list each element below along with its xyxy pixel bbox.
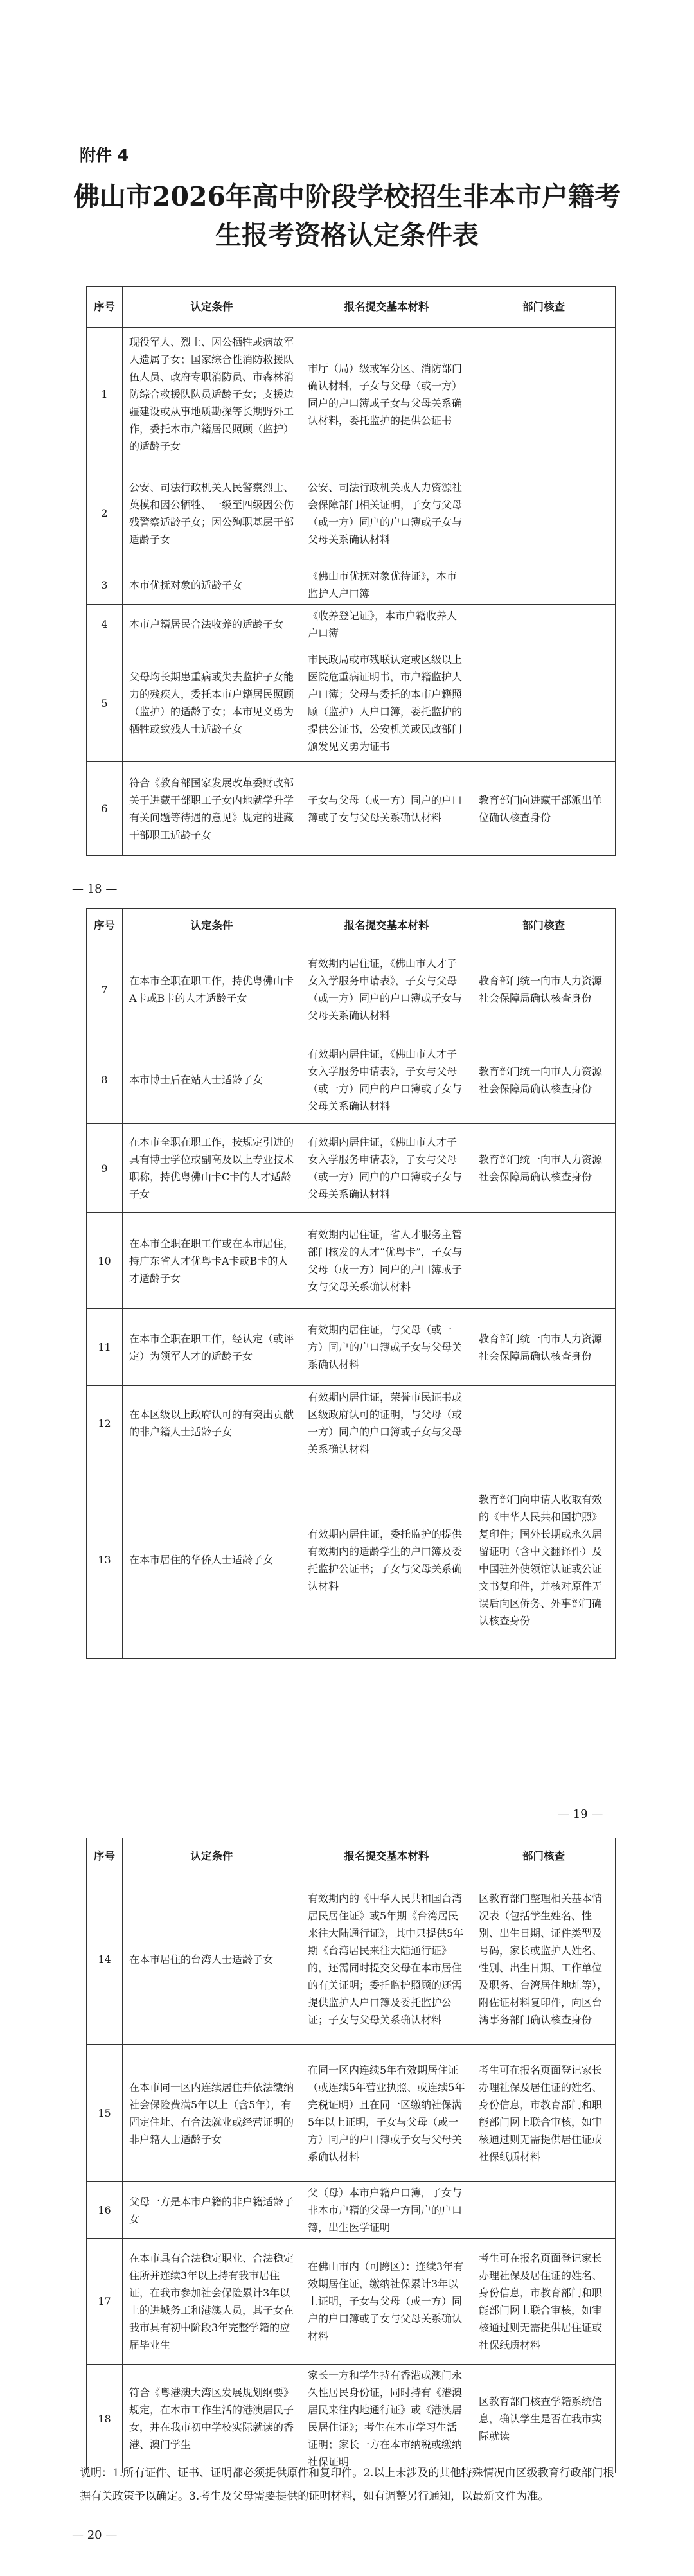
table-row (87, 2045, 616, 2182)
verify-cell (472, 644, 616, 762)
materials-cell: 在同一区内连续5年有效期居住证（或连续5年营业执照、或连续5年完税证明）且在同一区缴纳社保满5年以上证明，子女与父母（或一方）同户的户口簿或子女与父母关系确认材料 (301, 2045, 472, 2182)
table-row (87, 1213, 616, 1309)
table-row (87, 1386, 616, 1461)
notes-paragraph: 说明：1.所有证件、证书、证明都必须提供原件和复印件。2.以上未涉及的其他特殊情况由区级教育行政部门根据有关政策予以确定。3.考生及父母需要提供的证明材料，如有调整另行通知，以最新文件为准。 (80, 2467, 614, 2503)
row-number-cell: 3 (87, 565, 123, 605)
header-condition: 认定条件 (123, 909, 301, 943)
row-number-cell: 10 (87, 1213, 123, 1309)
table-row (87, 1124, 616, 1213)
verify-cell: 教育部门统一向市人力资源社会保障局确认核查身份 (472, 1124, 616, 1213)
page-number-20: — 20 — (72, 2528, 118, 2542)
row-number-cell: 1 (87, 328, 123, 461)
condition-cell: 在本市居住的台湾人士适龄子女 (123, 1874, 301, 2045)
condition-cell: 符合《粤港澳大湾区发展规划纲要》规定，在本市工作生活的港澳居民子女，并在我市初中学校实际就读的香港、澳门学生 (123, 2365, 301, 2473)
verify-cell: 教育部门统一向市人力资源社会保障局确认核查身份 (472, 1036, 616, 1124)
condition-cell: 在本市具有合法稳定职业、合法稳定住所并连续3年以上持有我市居住证，在我市参加社会保险累计3年以上的进城务工和港澳人员，其子女在我市具有初中阶段3年完整学籍的应届毕业生 (123, 2239, 301, 2365)
row-number-cell: 13 (87, 1461, 123, 1659)
table-row (87, 1874, 616, 2045)
materials-cell: 有效期内居住证，省人才服务主管部门核发的人才“优粤卡”，子女与父母（或一方）同户的户口簿或子女与父母关系确认材料 (301, 1213, 472, 1309)
verify-cell (472, 1213, 616, 1309)
verify-cell: 教育部门统一向市人力资源社会保障局确认核查身份 (472, 943, 616, 1036)
title-line-1: 佛山市2026年高中阶段学校招生非本市户籍考 (73, 181, 621, 212)
row-number-cell: 2 (87, 461, 123, 565)
materials-cell: 有效期内居住证，委托监护的提供有效期内的适龄学生的户口簿及委托监护公证书；子女与父母关系确认材料 (301, 1461, 472, 1659)
condition-cell: 本市户籍居民合法收养的适龄子女 (123, 605, 301, 644)
materials-cell: 有效期内居住证，荣誉市民证书或区级政府认可的证明，与父母（或一方）同户的户口簿或子女与父母关系确认材料 (301, 1386, 472, 1461)
materials-cell: 家长一方和学生持有香港或澳门永久性居民身份证，同时持有《港澳居民来往内地通行证》或《港澳居民居住证》；考生在本市学习生活证明；家长一方在本市纳税或缴纳社保证明 (301, 2365, 472, 2473)
condition-cell: 在本市同一区内连续居住并依法缴纳社会保险费满5年以上（含5年），有固定住址、有合法就业或经营证明的非户籍人士适龄子女 (123, 2045, 301, 2182)
verify-cell (472, 328, 616, 461)
table-row (87, 328, 616, 461)
condition-cell: 在本区级以上政府认可的有突出贡献的非户籍人士适龄子女 (123, 1386, 301, 1461)
row-number-cell: 12 (87, 1386, 123, 1461)
verify-cell: 区教育部门核查学籍系统信息，确认学生是否在我市实际就读 (472, 2365, 616, 2473)
header-materials: 报名提交基本材料 (301, 287, 472, 328)
materials-cell: 在佛山市内（可跨区）：连续3年有效期居住证，缴纳社保累计3年以上证明，子女与父母（或一方）同户的户口簿或子女与父母关系确认材料 (301, 2239, 472, 2365)
table-row (87, 461, 616, 565)
table-row (87, 2182, 616, 2239)
condition-cell: 在本市全职在职工作，经认定（或评定）为领军人才的适龄子女 (123, 1309, 301, 1386)
header-no: 序号 (87, 909, 123, 943)
table-row (87, 605, 616, 644)
header-verify: 部门核查 (472, 287, 616, 328)
table-row (87, 2239, 616, 2365)
materials-cell: 《收养登记证》，本市户籍收养人户口簿 (301, 605, 472, 644)
verify-cell (472, 461, 616, 565)
criteria-table-page-18 (86, 286, 616, 856)
header-no: 序号 (87, 1838, 123, 1874)
document-title (64, 177, 630, 254)
row-number-cell: 6 (87, 762, 123, 856)
materials-cell: 有效期内居住证，与父母（或一方）同户的户口簿或子女与父母关系确认材料 (301, 1309, 472, 1386)
condition-cell: 在本市居住的华侨人士适龄子女 (123, 1461, 301, 1659)
header-condition: 认定条件 (123, 287, 301, 328)
materials-cell: 子女与父母（或一方）同户的户口簿或子女与父母关系确认材料 (301, 762, 472, 856)
condition-cell: 在本市全职在职工作，持优粤佛山卡A卡或B卡的人才适龄子女 (123, 943, 301, 1036)
row-number-cell: 14 (87, 1874, 123, 2045)
materials-cell: 《佛山市优抚对象优待证》，本市监护人户口簿 (301, 565, 472, 605)
table-row (87, 644, 616, 762)
materials-cell: 有效期内居住证，《佛山市人才子女入学服务申请表》，子女与父母（或一方）同户的户口簿或子女与父母关系确认材料 (301, 1036, 472, 1124)
table-header-row (87, 1838, 616, 1874)
row-number-cell: 9 (87, 1124, 123, 1213)
condition-cell: 现役军人、烈士、因公牺牲或病故军人遗属子女；国家综合性消防救援队伍人员、政府专职消防员、市森林消防综合救援队队员适龄子女；支援边疆建设或从事地质勘探等长期野外工作，委托本市户籍居民照顾（监护）的适龄子女 (123, 328, 301, 461)
row-number-cell: 5 (87, 644, 123, 762)
verify-cell: 教育部门向申请人收取有效的《中华人民共和国护照》复印件；国外长期或永久居留证明（含中文翻译件）及中国驻外使领馆认证或公证文书复印件，并核对原件无误后向区侨务、外事部门确认核查身份 (472, 1461, 616, 1659)
attachment-label: 附件 4 (80, 146, 129, 164)
condition-cell: 父母均长期患重病或失去监护子女能力的残疾人，委托本市户籍居民照顾（监护）的适龄子女；本市见义勇为牺牲或致残人士适龄子女 (123, 644, 301, 762)
row-number-cell: 15 (87, 2045, 123, 2182)
condition-cell: 符合《教育部国家发展改革委财政部关于进藏干部职工子女内地就学升学有关问题等待遇的意见》规定的进藏干部职工适龄子女 (123, 762, 301, 856)
verify-cell: 考生可在报名页面登记家长办理社保及居住证的姓名、身份信息，市教育部门和职能部门网上联合审核，如审核通过则无需提供居住证或社保纸质材料 (472, 2045, 616, 2182)
materials-cell: 公安、司法行政机关或人力资源社会保障部门相关证明，子女与父母（或一方）同户的户口簿或子女与父母关系确认材料 (301, 461, 472, 565)
table-row (87, 1036, 616, 1124)
header-condition: 认定条件 (123, 1838, 301, 1874)
page-number-18: — 18 — (72, 882, 118, 896)
materials-cell: 市厅（局）级或军分区、消防部门确认材料，子女与父母（或一方）同户的户口簿或子女与父母关系确认材料，委托监护的提供公证书 (301, 328, 472, 461)
table-row (87, 943, 616, 1036)
verify-cell: 教育部门向进藏干部派出单位确认核查身份 (472, 762, 616, 856)
table-header-row (87, 909, 616, 943)
table-row (87, 2365, 616, 2473)
verify-cell (472, 1386, 616, 1461)
condition-cell: 本市博士后在站人士适龄子女 (123, 1036, 301, 1124)
table-row (87, 762, 616, 856)
row-number-cell: 7 (87, 943, 123, 1036)
header-no: 序号 (87, 287, 123, 328)
page-number-19: — 19 — (558, 1808, 603, 1821)
verify-cell: 区教育部门整理相关基本情况表（包括学生姓名、性别、出生日期、证件类型及号码，家长或监护人姓名、性别、出生日期、工作单位及职务、台湾居住地址等），附佐证材料复印件，向区台湾事务部门确认核查身份 (472, 1874, 616, 2045)
row-number-cell: 18 (87, 2365, 123, 2473)
row-number-cell: 11 (87, 1309, 123, 1386)
header-verify: 部门核查 (472, 909, 616, 943)
table-row (87, 1461, 616, 1659)
materials-cell: 市民政局或市残联认定或区级以上医院危重病证明书，市户籍监护人户口簿；父母与委托的本市户籍照顾（监护）人户口簿，委托监护的提供公证书，公安机关或民政部门颁发见义勇为证书 (301, 644, 472, 762)
verify-cell (472, 605, 616, 644)
row-number-cell: 16 (87, 2182, 123, 2239)
row-number-cell: 8 (87, 1036, 123, 1124)
condition-cell: 在本市全职在职工作，按规定引进的具有博士学位或副高及以上专业技术职称，持优粤佛山卡C卡的人才适龄子女 (123, 1124, 301, 1213)
header-verify: 部门核查 (472, 1838, 616, 1874)
condition-cell: 在本市全职在职工作或在本市居住，持广东省人才优粤卡A卡或B卡的人才适龄子女 (123, 1213, 301, 1309)
title-line-2: 生报考资格认定条件表 (215, 220, 479, 251)
materials-cell: 父（母）本市户籍户口簿，子女与非本市户籍的父母一方同户的户口簿，出生医学证明 (301, 2182, 472, 2239)
materials-cell: 有效期内居住证，《佛山市人才子女入学服务申请表》，子女与父母（或一方）同户的户口簿或子女与父母关系确认材料 (301, 943, 472, 1036)
verify-cell: 考生可在报名页面登记家长办理社保及居住证的姓名、身份信息，市教育部门和职能部门网上联合审核，如审核通过则无需提供居住证或社保纸质材料 (472, 2239, 616, 2365)
verify-cell: 教育部门统一向市人力资源社会保障局确认核查身份 (472, 1309, 616, 1386)
materials-cell: 有效期内居住证，《佛山市人才子女入学服务申请表》，子女与父母（或一方）同户的户口簿或子女与父母关系确认材料 (301, 1124, 472, 1213)
condition-cell: 公安、司法行政机关人民警察烈士、英模和因公牺牲、一级至四级因公伤残警察适龄子女；因公殉职基层干部适龄子女 (123, 461, 301, 565)
header-materials: 报名提交基本材料 (301, 909, 472, 943)
row-number-cell: 4 (87, 605, 123, 644)
header-materials: 报名提交基本材料 (301, 1838, 472, 1874)
verify-cell (472, 2182, 616, 2239)
criteria-table-page-20 (86, 1838, 616, 2473)
materials-cell: 有效期内的《中华人民共和国台湾居民居住证》或5年期《台湾居民来往大陆通行证》，其中只提供5年期《台湾居民来往大陆通行证》的，还需同时提交父母在本市居住的有关证明；委托监护照顾的还需提供监护人户口簿及委托监护公证；子女与父母关系确认材料 (301, 1874, 472, 2045)
criteria-table-page-19 (86, 908, 616, 1659)
condition-cell: 本市优抚对象的适龄子女 (123, 565, 301, 605)
table-row (87, 565, 616, 605)
row-number-cell: 17 (87, 2239, 123, 2365)
table-row (87, 1309, 616, 1386)
verify-cell (472, 565, 616, 605)
table-header-row (87, 287, 616, 328)
condition-cell: 父母一方是本市户籍的非户籍适龄子女 (123, 2182, 301, 2239)
